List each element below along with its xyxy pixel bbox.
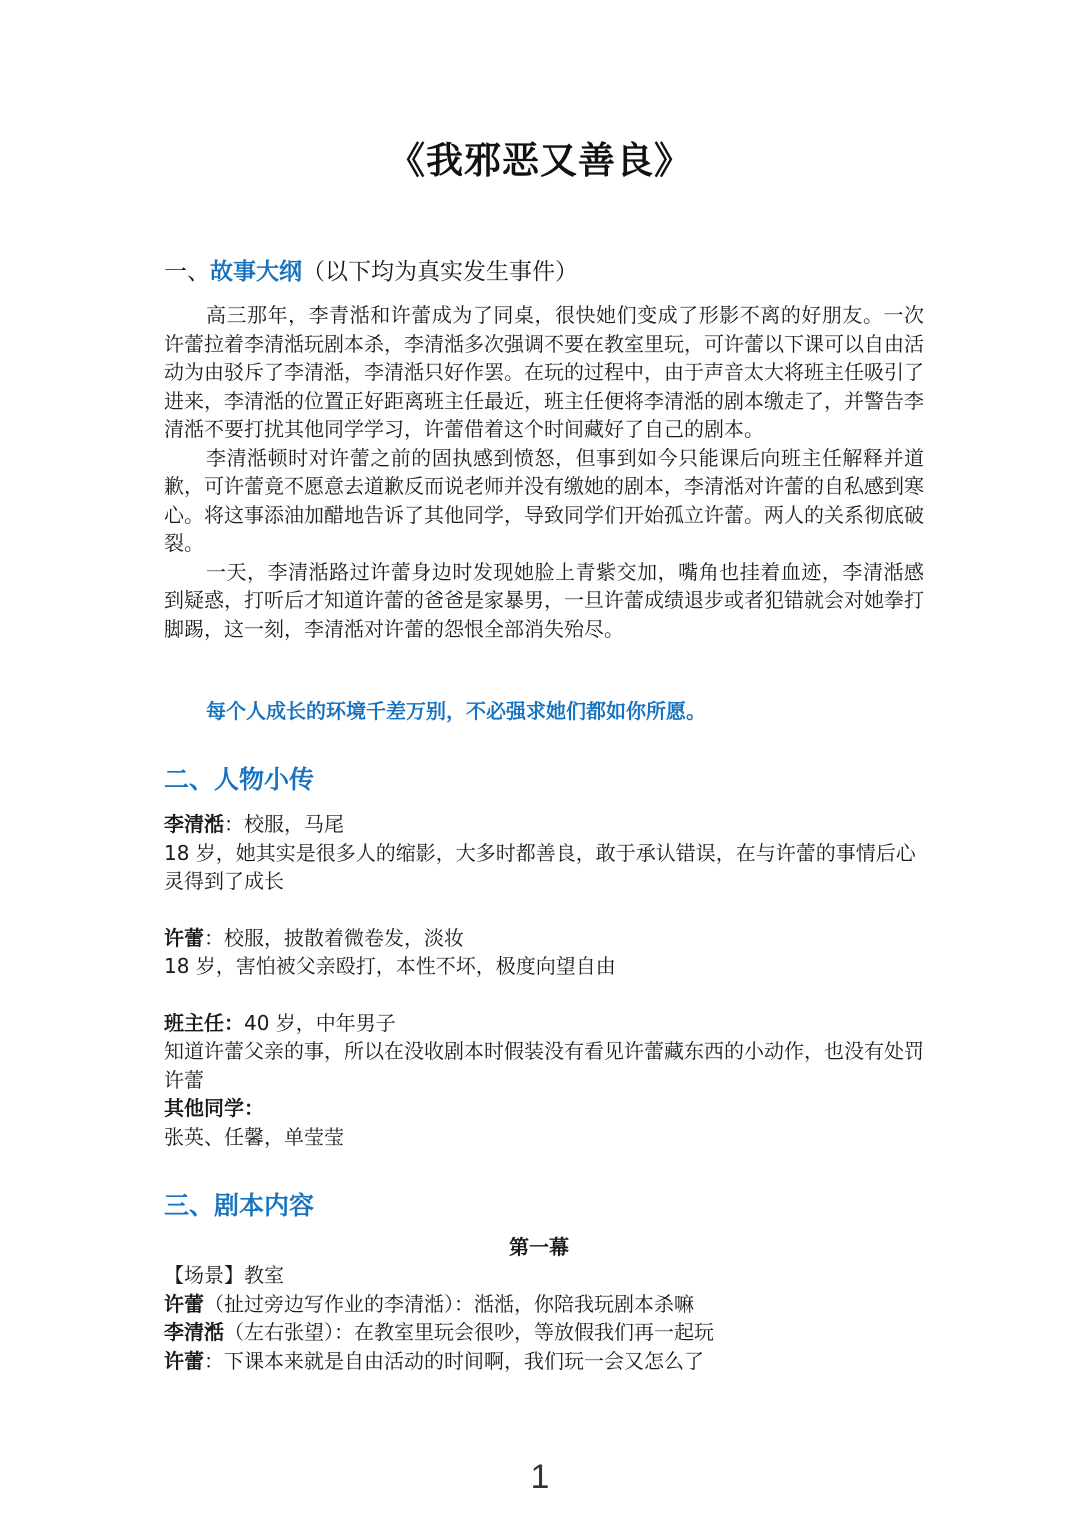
other-classmates [164, 1094, 924, 1151]
character-brief: 校服，披散着微卷发，淡妆 [224, 925, 464, 950]
section-characters [164, 763, 924, 1151]
others-names: 张英、任馨，单莹莹 [164, 1124, 344, 1149]
paragraph: 李清湉顿时对许蕾之前的固执感到愤怒，但事到如今只能课后向班主任解释并道歉，可许蕾竟不愿意去道歉反而说老师并没有缴她的剧本，李清湉对许蕾的自私感到寒心。将这事添油加醋地告诉了其他同学，导致同学们开始孤立许蕾。两人的关系彻底破裂。 [164, 445, 924, 555]
dialogue-text: （左右张望）：在教室里玩会很吵，等放假我们再一起玩 [224, 1320, 714, 1344]
separator: ： [204, 925, 224, 950]
dialogue-line [164, 1347, 924, 1376]
section-heading: 二、人物小传 [164, 765, 315, 794]
section-heading [164, 256, 924, 288]
character-entry [164, 1009, 924, 1095]
character-desc: 知道许蕾父亲的事，所以在没收剧本时假装没有看见许蕾藏东西的小动作，也没有处罚许蕾 [164, 1039, 924, 1092]
speaker: 许蕾 [164, 1291, 204, 1316]
highlight-text: 每个人成长的环境千差万别，不必强求她们都如你所愿。 [206, 699, 706, 723]
character-desc: 18 岁，她其实是很多人的缩影，大多时都善良，敢于承认错误，在与许蕾的事情后心灵得到了成长 [164, 840, 916, 893]
section-heading: 三、剧本内容 [164, 1191, 315, 1220]
highlight-quote [164, 697, 924, 725]
character-brief: 40 岁，中年男子 [244, 1010, 396, 1035]
section-prefix: 一、 [164, 259, 210, 285]
character-name: 李清湉 [164, 812, 224, 836]
separator: ： [224, 1010, 244, 1035]
speaker: 李清湉 [164, 1320, 224, 1344]
dialogue-line [164, 1290, 924, 1319]
dialogue-text: ：下课本来就是自由活动的时间啊，我们玩一会又怎么了 [204, 1348, 704, 1373]
paragraph: 一天，李清湉路过许蕾身边时发现她脸上青紫交加，嘴角也挂着血迹，李清湉感到疑惑，打听后才知道许蕾的爸爸是家暴男，一旦许蕾成绩退步或者犯错就会对她拳打脚踢，这一刻，李清湉对许蕾的怨恨全部消失殆尽。 [164, 559, 924, 641]
page-number: 1 [530, 1458, 550, 1496]
act-title: 第一幕 [509, 1235, 569, 1259]
character-name: 班主任 [164, 1010, 224, 1035]
separator: ： [224, 812, 244, 836]
scene-label: 【场景】教室 [164, 1263, 284, 1287]
section-story-outline [164, 256, 924, 643]
section-note: （以下均为真实发生事件） [302, 259, 578, 285]
section-title: 故事大纲 [210, 259, 302, 285]
character-desc: 18 岁，害怕被父亲殴打，本性不坏，极度向望自由 [164, 954, 616, 978]
dialogue-text: （扯过旁边写作业的李清湉）：湉湉，你陪我玩剧本杀嘛 [204, 1291, 694, 1316]
character-entry [164, 924, 924, 981]
dialogue-line [164, 1318, 924, 1347]
others-label: 其他同学： [164, 1096, 264, 1120]
character-entry [164, 810, 924, 896]
character-brief: 校服，马尾 [244, 812, 344, 836]
section-script [164, 1189, 924, 1375]
document-title: 《我邪恶又善良》 [388, 139, 692, 182]
paragraph: 高三那年，李青湉和许蕾成为了同桌，很快她们变成了形影不离的好朋友。一次许蕾拉着李清湉玩剧本杀，李清湉多次强调不要在教室里玩，可许蕾以下课可以自由活动为由驳斥了李清湉，李清湉只好作罢。在玩的过程中，由于声音太大将班主任吸引了进来，李清湉的位置正好距离班主任最近，班主任便将李清湉的剧本缴走了，并警告李清湉不要打扰其他同学学习，许蕾借着这个时间藏好了自己的剧本。 [164, 303, 924, 441]
character-name: 许蕾 [164, 925, 204, 950]
speaker: 许蕾 [164, 1348, 204, 1373]
